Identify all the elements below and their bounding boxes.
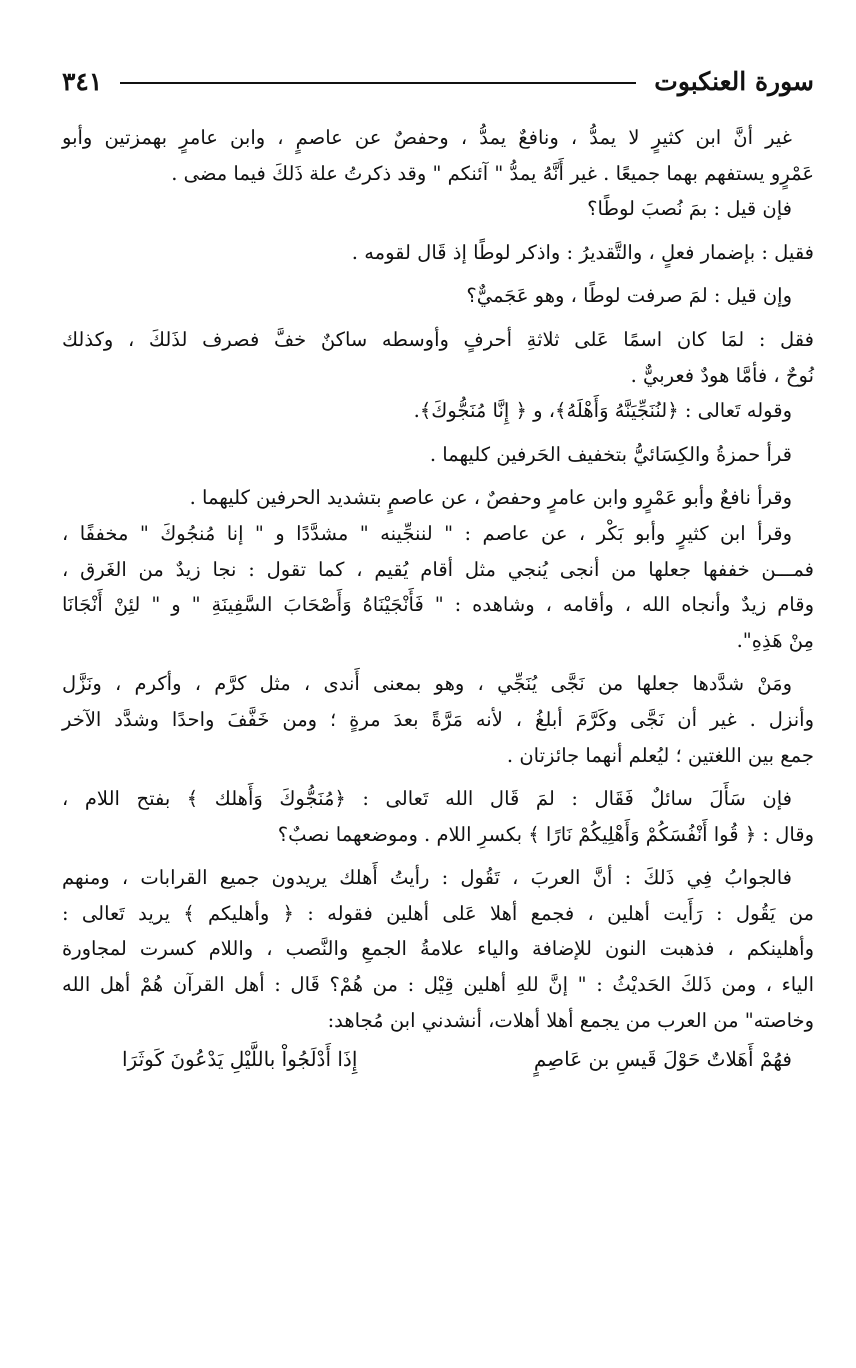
verse-first-hemistich: فهُمْ أَهَلاتٌ حَوْلَ قَيسِ بن عَاصِمٍ bbox=[533, 1047, 792, 1072]
text-line: فقل : لمَا كان اسمًا عَلى ثلاثةِ أحرفٍ وأوسطه ساكنٌ خفَّ فصرف لذَلكَ ، وكذلك bbox=[62, 327, 814, 351]
text-line: وإن قيل : لمَ صرفت لوطًا ، وهو عَجَميٌّ؟ bbox=[466, 284, 792, 308]
text-line: مِنْ هَذِهِ". bbox=[736, 628, 814, 652]
text-line: الياء ، ومن ذَلكَ الحَديْثُ : " إنَّ للهِ أهلين قِيْل : من هُمْ؟ قَال : أهل القرآن هُمْ أهل الله bbox=[62, 973, 814, 997]
surah-name: سورة العنكبوت bbox=[654, 66, 814, 96]
text-line: وقام زيدٌ وأنجاه الله ، وأقامه ، وشاهده : " فَأَنْجَيْنَاهُ وَأَصْحَابَ السَّفِينَةِ " و " لئِنْ أَنْجَانَا bbox=[62, 593, 814, 617]
text-line: وأنزل . غير أن نَجَّى وكَرَّمَ أبلغُ ، لأنه مَرَّةً بعدَ مرةٍ ؛ ومن خَفَّفَ واحدًا وشدَّد الآخر bbox=[62, 707, 814, 731]
text-line: فإن قيل : بمَ نُصبَ لوطًا؟ bbox=[587, 197, 792, 221]
text-line: وقرأ نافعٌ وأبو عَمْرٍو وابن عامرٍ وحفصٌ ، عن عاصمٍ بتشديد الحرفين كليهما . bbox=[189, 486, 792, 510]
text-line: وقرأ ابن كثيرٍ وأبو بَكْر ، عن عاصم : " لننجِّينه " مشدَّدًا و " إنا مُنجُوكَ " مخففًا ، bbox=[62, 521, 792, 545]
running-header bbox=[62, 58, 814, 104]
text-line: فإن سَأَلَ سائلٌ فَقَال : لمَ قَال الله تَعالى : ﴿مُنَجُّوكَ وَأَهلك ﴾ بفتح اللام ، bbox=[62, 787, 792, 811]
text-line: فمـــن خففها جعلها من أنجى يُنجي مثل أقام يُقيم ، كما تقول : نجا زيدٌ من الغَرق ، bbox=[62, 557, 814, 581]
text-line: غير أنَّ ابن كثيرٍ لا يمدُّ ، ونافعٌ يمدُّ ، وحفصٌ عن عاصمٍ ، وابن عامرٍ بهمزتين وأبو bbox=[62, 126, 792, 149]
text-line: فقيل : بإضمار فعلٍ ، والتَّقديرُ : واذكر لوطًا إذ قَال لقومه . bbox=[351, 240, 814, 264]
text-line: فالجوابُ فِي ذَلكَ : أنَّ العربَ ، تَقُول : رأيتُ أَهلك يريدون جميع القرابات ، ومنهم bbox=[62, 866, 792, 890]
text-line: نُوحٌ ، فأمَّا هودٌ فعربيٌّ . bbox=[630, 363, 814, 387]
poetry-verse bbox=[62, 1040, 814, 1078]
text-line: وأهلينكم ، فذهبت النون للإضافة والياء علامةُ الجمعِ والنَّصب ، واللام كسرت لمجاورة bbox=[62, 937, 814, 961]
text-line: ومَنْ شدَّدها جعلها من نَجَّى يُنَجِّي ، وهو بمعنى أَندى ، مثل كرَّم ، وأكرم ، ونَزَّل bbox=[62, 672, 792, 696]
text-line: قرأ حمزةُ والكِسَائيُّ بتخفيف الحَرفين كليهما . bbox=[429, 442, 792, 466]
text-line: وخاصته" من العرب من يجمع أهلا أهلات، أنشدني ابن مُجاهد: bbox=[327, 1008, 814, 1032]
text-line: من يَقُول : رَأَيت أهلين ، فجمع أهلا عَلى أهلين فقوله : ﴿ وأهليكم ﴾ يريد تَعالى : bbox=[62, 901, 814, 925]
page-body bbox=[62, 120, 814, 1078]
page bbox=[62, 58, 814, 1308]
verse-second-hemistich: إِذَا أَدْلَجُواْ باللَّيْلِ يَدْعُونَ كَوثَرَا bbox=[122, 1047, 358, 1072]
page-number: ٣٤١ bbox=[62, 66, 103, 96]
header-rule bbox=[120, 82, 636, 84]
text-line: جمع بين اللغتين ؛ ليُعلم أنهما جائزتان . bbox=[506, 743, 814, 767]
text-line: وقال : ﴿ قُوا أَنْفُسَكُمْ وَأَهْلِيكُمْ نَارًا ﴾ بكسرِ اللام . وموضعهما نصبٌ؟ bbox=[277, 822, 814, 846]
text-line: وقوله تَعالى : ﴿لنُنَجِّيَنَّهُ وَأَهْلَهُ﴾، و ﴿ إِنَّا مُنَجُّوكَ﴾. bbox=[413, 399, 792, 423]
text-line: عَمْرٍو يستفهم بهما جميعًا . غير أَنَّهُ يمدُّ " آئنكم " وقد ذكرتُ علة ذَلكَ فيما مضى . bbox=[171, 161, 814, 185]
